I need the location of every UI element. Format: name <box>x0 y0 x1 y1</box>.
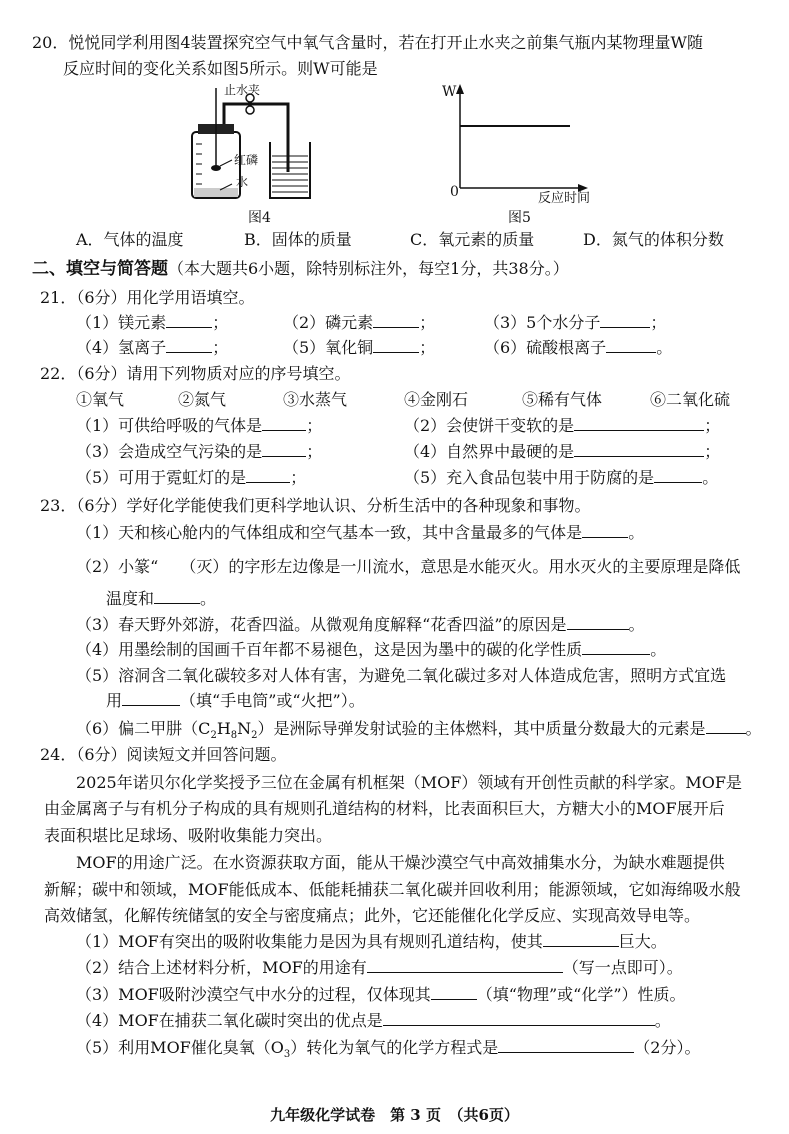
section-2-title: 二、填空与简答题 <box>32 259 168 279</box>
q23-item-3: （3）春天野外郊游，花香四溢。从微观角度解释“花香四溢”的原因是 。 <box>76 615 645 634</box>
q23-item-4: （4）用墨绘制的国画千百年都不易褪色，这是因为墨中的碳的化学性质 。 <box>76 640 667 659</box>
answer-blank[interactable] <box>367 958 563 973</box>
q24-passage-1-line2: 由金属离子与有机分子构成的具有规则孔道结构的材料，比表面积巨大，方糖大小的MOF展开后 <box>44 799 725 818</box>
answer-blank[interactable] <box>373 338 419 353</box>
figure-4-apparatus <box>180 80 330 210</box>
q20-stem-line2: 反应时间的变化关系如图5所示。则W可能是 <box>63 59 378 78</box>
q24-passage-2-line3: 高效储氢，化解传统储氢的安全与密度痛点；此外，它还能催化化学反应、实现高效导电等。 <box>44 906 701 925</box>
q22-item-1: （1）可供给呼吸的气体是 ； <box>76 416 323 435</box>
graph-origin: 0 <box>450 184 459 200</box>
q22-choice-5: ⑤稀有气体 <box>522 390 603 409</box>
answer-blank[interactable] <box>154 589 200 604</box>
q21-item-2: （2）磷元素 ； <box>283 313 436 332</box>
answer-blank[interactable] <box>600 313 650 328</box>
answer-blank[interactable] <box>543 932 619 947</box>
q23-stem: 23．（6分）学好化学能使我们更科学地认识、分析生活中的各种现象和事物。 <box>40 496 591 515</box>
page-footer: 九年级化学试卷 第 3 页 （共6页） <box>270 1106 519 1124</box>
clamp-label: 止水夹 <box>224 83 261 97</box>
figure-5-caption: 图5 <box>508 210 531 226</box>
answer-blank[interactable] <box>574 442 704 457</box>
answer-blank[interactable] <box>262 442 306 457</box>
q22-choice-3: ③水蒸气 <box>283 390 348 409</box>
q22-choice-4: ④金刚石 <box>404 390 469 409</box>
q23-item-6: （6）偏二甲肼$(C_2H_8N_2)$是洲际导弹发射试验的主体燃料，其中质量分数最大的元素是 。 <box>76 719 762 742</box>
q22-item-6: （5）充入食品包装中用于防腐的是 。 <box>404 468 719 487</box>
answer-blank[interactable] <box>706 719 746 734</box>
answer-blank[interactable] <box>606 338 656 353</box>
q23-item-2: （2）小篆“ （灭）的字形左边像是一川流水，意思是水能灭火。用水灭火的主要原理是降低 <box>76 557 741 576</box>
q24-passage-1-line3: 表面积堪比足球场、吸附收集能力突出。 <box>44 826 333 845</box>
graph-y-label: W <box>442 84 457 100</box>
q20-option-d: D．氮气的体积分数 <box>583 230 724 249</box>
answer-blank[interactable] <box>122 691 180 706</box>
q22-item-3: （3）会造成空气污染的是 ； <box>76 442 323 461</box>
water-label: 水 <box>236 175 249 189</box>
q21-item-1: （1）镁元素 ； <box>76 313 229 332</box>
q22-choice-2: ②氮气 <box>178 390 227 409</box>
q24-item-3: （3）MOF吸附沙漠空气中水分的过程，仅体现其 （填“物理”或“化学”）性质。 <box>76 985 686 1004</box>
q24-passage-2-line1: MOF的用途广泛。在水资源获取方面，能从干燥沙漠空气中高效捕集水分，为缺水难题提供 <box>76 853 725 872</box>
q21-item-5: （5）氧化铜 ； <box>283 338 436 357</box>
q21-item-3: （3）5个水分子 ； <box>484 313 667 332</box>
answer-blank[interactable] <box>582 640 650 655</box>
q21-item-4: （4）氢离子 ； <box>76 338 229 357</box>
q24-item-2: （2）结合上述材料分析，MOF的用途有 （写一点即可）。 <box>76 958 683 977</box>
answer-blank[interactable] <box>574 416 704 431</box>
q22-choice-1: ①氧气 <box>76 390 125 409</box>
q24-item-4: （4）MOF在捕获二氧化碳时突出的优点是 。 <box>76 1011 671 1030</box>
q20-option-a: A．气体的温度 <box>76 230 184 249</box>
answer-blank[interactable] <box>567 615 629 630</box>
section-2-heading <box>32 258 569 280</box>
q23-item-1: （1）天和核心舱内的气体组成和空气基本一致，其中含量最多的气体是 。 <box>76 523 645 542</box>
q22-item-2: （2）会使饼干变软的是 ； <box>404 416 721 435</box>
q24-item-1: （1）MOF有突出的吸附收集能力是因为具有规则孔道结构，使其 巨大。 <box>76 932 667 951</box>
q24-passage-2-line2: 新解；碳中和领域，MOF能低成本、低能耗捕获二氧化碳并回收利用；能源领域，它如海绵吸水般 <box>44 880 741 899</box>
answer-blank[interactable] <box>654 468 702 483</box>
answer-blank[interactable] <box>582 523 628 538</box>
q22-choice-6: ⑥二氧化硫 <box>650 390 731 409</box>
q20-option-b: B．固体的质量 <box>244 230 352 249</box>
graph-x-label: 反应时间 <box>538 191 591 206</box>
q22-stem: 22．（6分）请用下列物质对应的序号填空。 <box>40 364 351 383</box>
answer-blank[interactable] <box>262 416 306 431</box>
q23-item-5: （5）溶洞含二氧化碳较多对人体有害，为避免二氧化碳过多对人体造成危害，照明方式宜选 <box>76 666 727 685</box>
q20-stem-line1: 20．悦悦同学利用图4装置探究空气中氧气含量时，若在打开止水夹之前集气瓶内某物理量W随 <box>32 33 703 52</box>
q24-stem: 24．（6分）阅读短文并回答问题。 <box>40 745 287 764</box>
q22-item-4: （4）自然界中最硬的是 ； <box>404 442 721 461</box>
answer-blank[interactable] <box>383 1011 655 1026</box>
answer-blank[interactable] <box>246 468 290 483</box>
answer-blank[interactable] <box>166 338 212 353</box>
figure-5-graph <box>440 80 610 208</box>
answer-blank[interactable] <box>166 313 212 328</box>
answer-blank[interactable] <box>431 985 477 1000</box>
answer-blank[interactable] <box>373 313 419 328</box>
q23-item-5-cont: 用 （填“手电筒”或“火把”）。 <box>106 691 365 710</box>
q24-item-5: （5）利用MOF催化臭氧$(O_3)$转化为氧气的化学方程式是 （2分）。 <box>76 1038 701 1061</box>
q24-passage-1-line1: 2025年诺贝尔化学奖授予三位在金属有机框架（MOF）领域有开创性贡献的科学家。MOF是 <box>76 773 742 792</box>
answer-blank[interactable] <box>498 1038 634 1053</box>
red-phosphorus-label: 红磷 <box>234 153 259 167</box>
figure-4-caption: 图4 <box>248 210 271 226</box>
section-2-note: （本大题共6小题，除特别标注外，每空1分，共38分。） <box>168 259 569 278</box>
q20-option-c: C．氧元素的质量 <box>410 230 535 249</box>
q21-item-6: （6）硫酸根离子 。 <box>484 338 673 357</box>
q23-item-2-cont: 温度和 。 <box>106 589 217 608</box>
q21-stem: 21．（6分）用化学用语填空。 <box>40 288 255 307</box>
q22-item-5: （5）可用于霓虹灯的是 ； <box>76 468 307 487</box>
